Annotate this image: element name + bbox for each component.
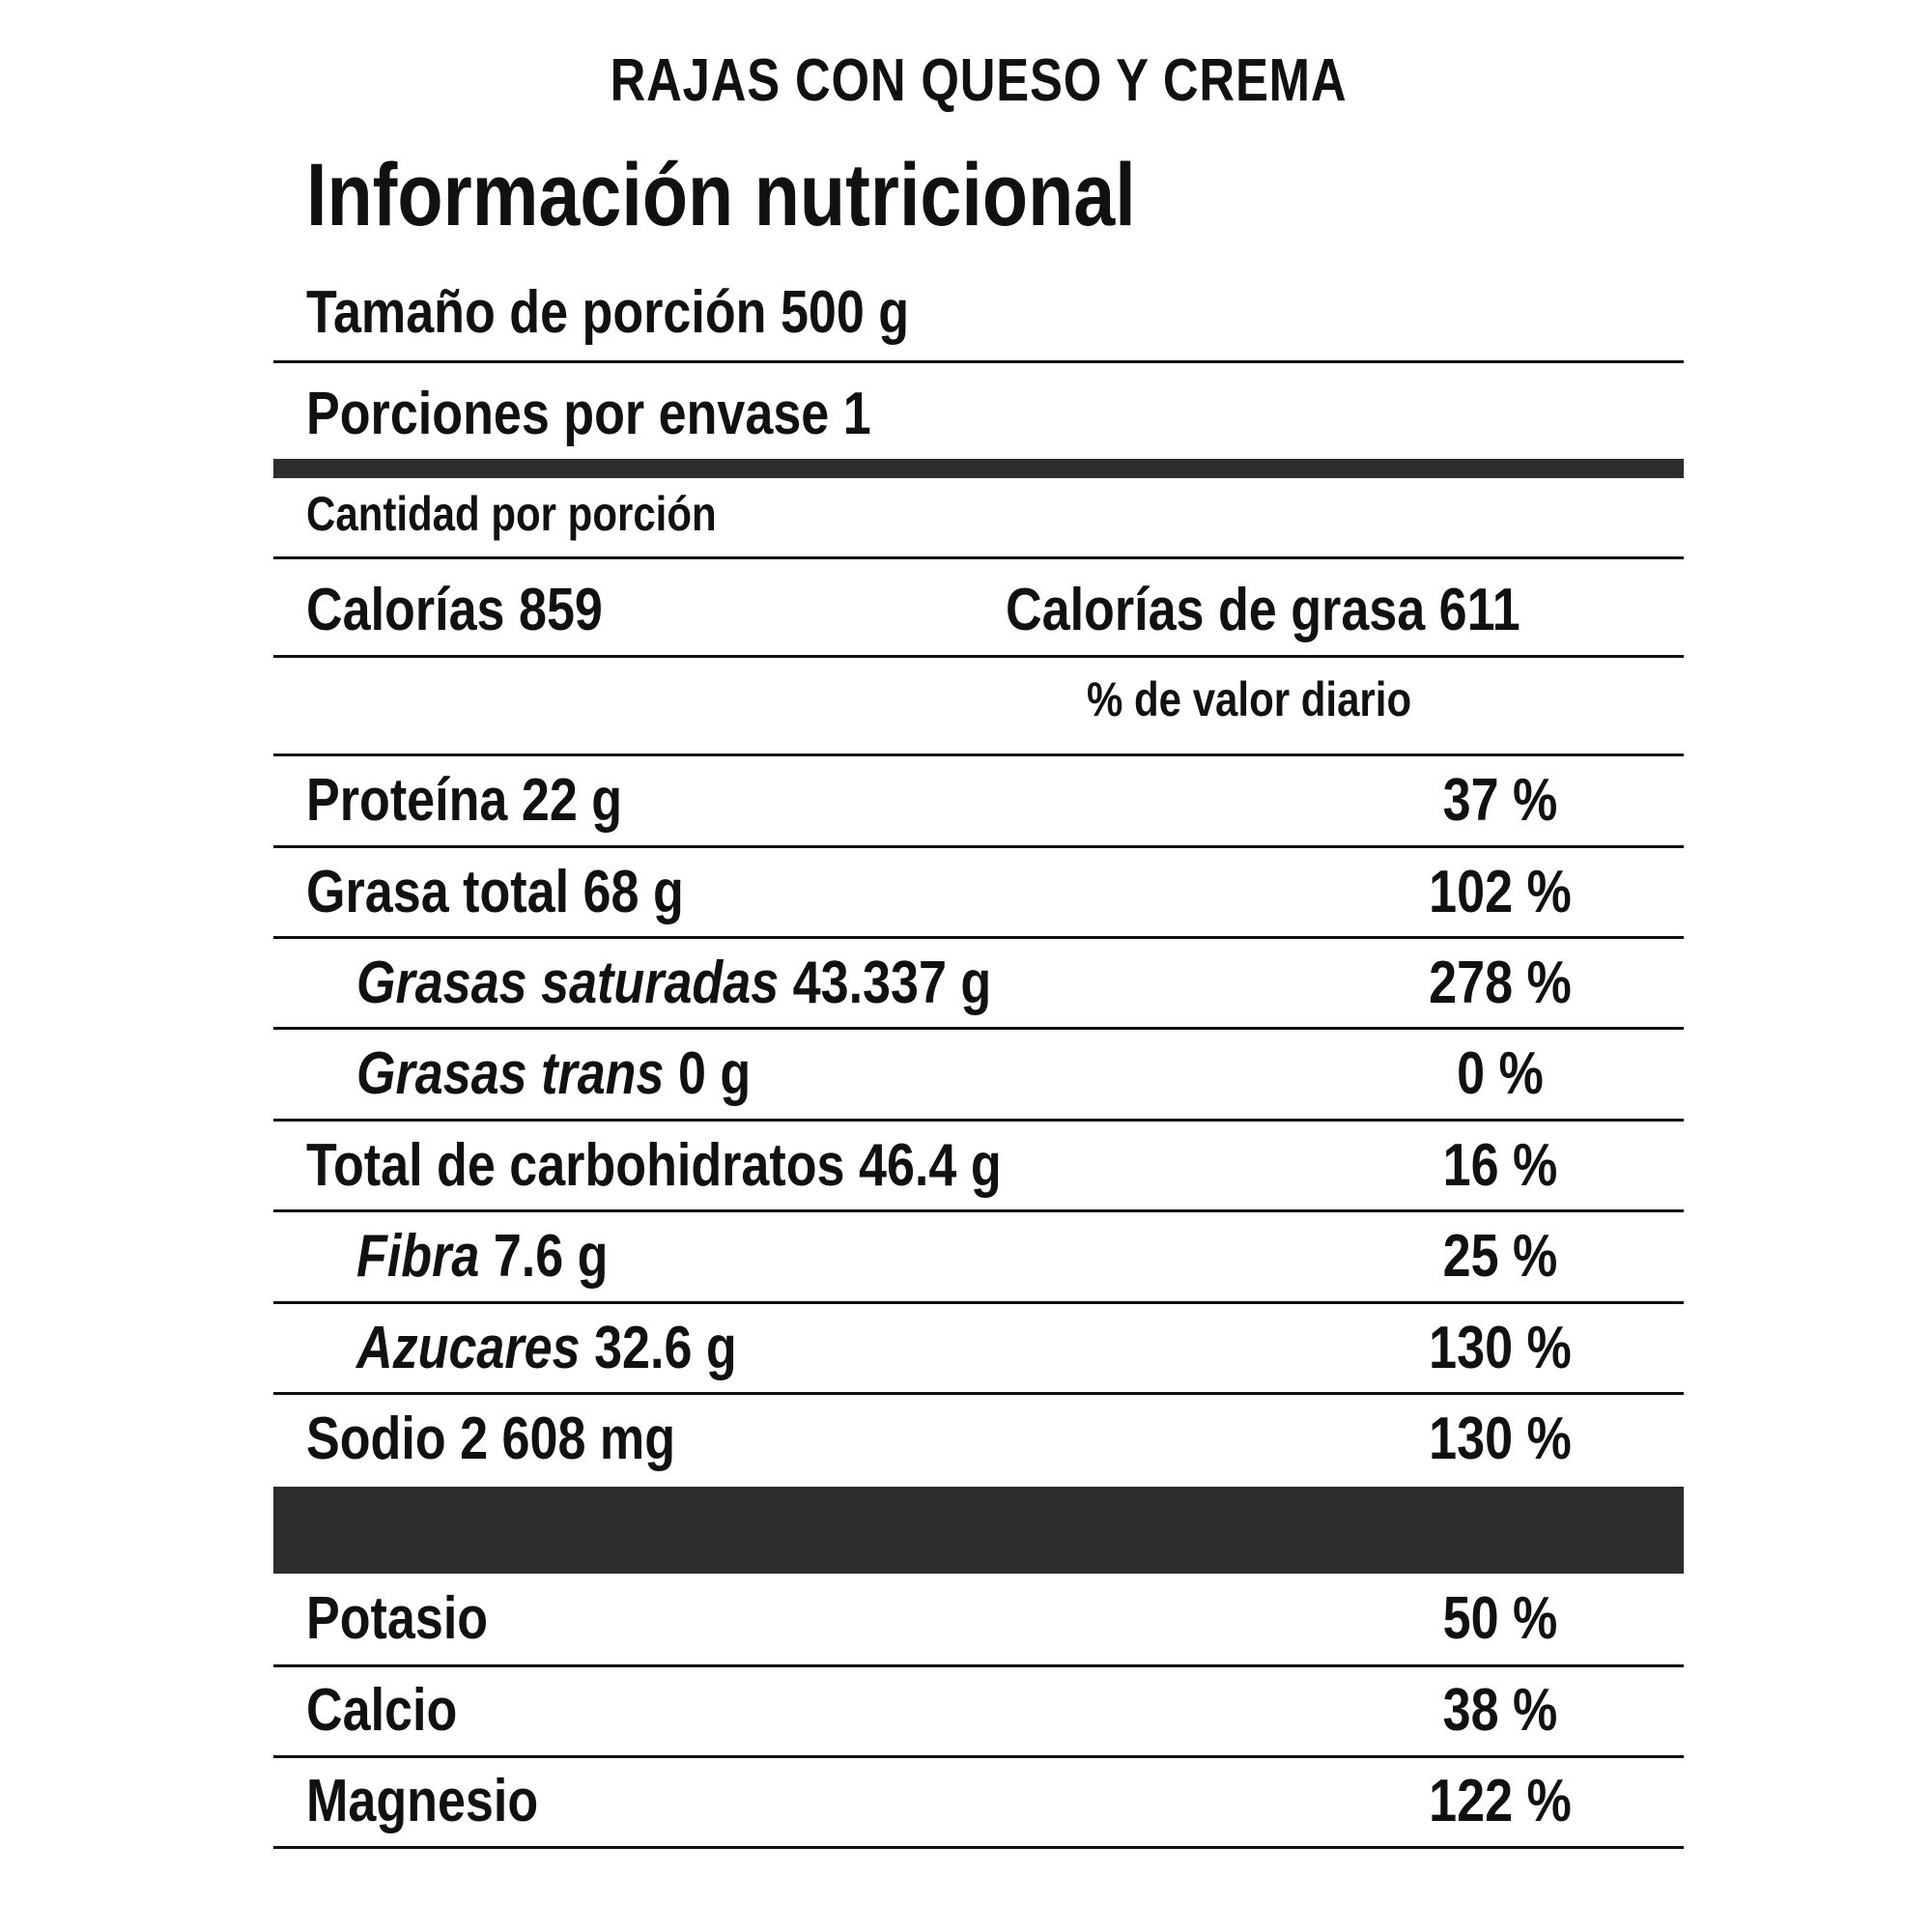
nutrient-amount: 2 608 mg xyxy=(460,1406,676,1472)
mineral-dv: 122 % xyxy=(1429,1768,1572,1834)
thick-divider xyxy=(273,1487,1684,1574)
nutrient-dv: 102 % xyxy=(1429,859,1572,925)
mineral-label: Potasio xyxy=(306,1585,489,1652)
nutrient-amount: 7.6 g xyxy=(493,1223,609,1290)
nutrient-amount: 68 g xyxy=(582,859,684,925)
divider xyxy=(273,1027,1684,1030)
calories-from-fat: Calorías de grasa 611 xyxy=(1006,577,1520,643)
divider xyxy=(273,1301,1684,1304)
nutrient-row-sugars xyxy=(356,1314,737,1382)
nutrient-dv: 0 % xyxy=(1457,1040,1544,1107)
mineral-dv: 38 % xyxy=(1442,1677,1558,1744)
nutrient-dv: 130 % xyxy=(1429,1406,1572,1472)
product-name: RAJAS CON QUESO Y CREMA xyxy=(610,47,1348,114)
nutrient-amount: 0 g xyxy=(677,1040,752,1107)
mineral-label: Magnesio xyxy=(306,1768,539,1834)
nutrient-amount: 22 g xyxy=(521,767,623,834)
nutrient-row-total-fat xyxy=(306,858,684,926)
nutrient-label: Grasas trans xyxy=(356,1040,665,1107)
divider xyxy=(273,1392,1684,1395)
nutrient-label: Azucares xyxy=(356,1315,581,1381)
nutrient-row-fiber xyxy=(356,1222,609,1291)
nutrient-dv: 278 % xyxy=(1429,950,1572,1016)
divider xyxy=(273,1209,1684,1212)
nutrient-row-saturated-fat xyxy=(356,949,991,1017)
nutrient-label: Sodio xyxy=(306,1406,446,1472)
nutrition-facts-label xyxy=(273,0,1684,1932)
nutrient-label: Grasa total xyxy=(306,859,570,925)
nutrient-dv: 25 % xyxy=(1442,1223,1558,1290)
mineral-label: Calcio xyxy=(306,1677,458,1744)
nutrient-label: Fibra xyxy=(356,1223,480,1290)
divider xyxy=(273,1119,1684,1122)
nutrient-row-protein xyxy=(306,766,622,835)
nutrient-dv: 130 % xyxy=(1429,1315,1572,1381)
divider xyxy=(273,1755,1684,1758)
nutrient-row-sodium xyxy=(306,1405,675,1473)
nutrient-dv: 16 % xyxy=(1442,1132,1558,1199)
panel-title: Información nutricional xyxy=(306,146,1136,244)
divider xyxy=(273,360,1684,363)
nutrient-amount: 46.4 g xyxy=(859,1132,1002,1199)
divider xyxy=(273,1846,1684,1849)
nutrient-row-trans-fat xyxy=(356,1039,751,1108)
nutrient-dv: 37 % xyxy=(1442,767,1558,834)
nutrient-row-carbohydrates xyxy=(306,1131,1002,1200)
nutrient-amount: 43.337 g xyxy=(792,950,992,1016)
daily-value-header: % de valor diario xyxy=(1087,672,1412,726)
divider xyxy=(273,556,1684,559)
nutrient-label: Proteína xyxy=(306,767,508,834)
nutrient-amount: 32.6 g xyxy=(594,1315,737,1381)
mineral-dv: 50 % xyxy=(1442,1585,1558,1652)
divider xyxy=(273,753,1684,756)
serving-size: Tamaño de porción 500 g xyxy=(306,279,910,346)
nutrient-label: Total de carbohidratos xyxy=(306,1132,845,1199)
thick-divider xyxy=(273,459,1684,478)
divider xyxy=(273,936,1684,939)
divider xyxy=(273,655,1684,658)
servings-per-container: Porciones por envase 1 xyxy=(306,381,871,447)
divider xyxy=(273,845,1684,848)
calories: Calorías 859 xyxy=(306,577,603,643)
amount-per-serving: Cantidad por porción xyxy=(306,487,717,541)
nutrient-label: Grasas saturadas xyxy=(356,950,780,1016)
divider xyxy=(273,1664,1684,1667)
